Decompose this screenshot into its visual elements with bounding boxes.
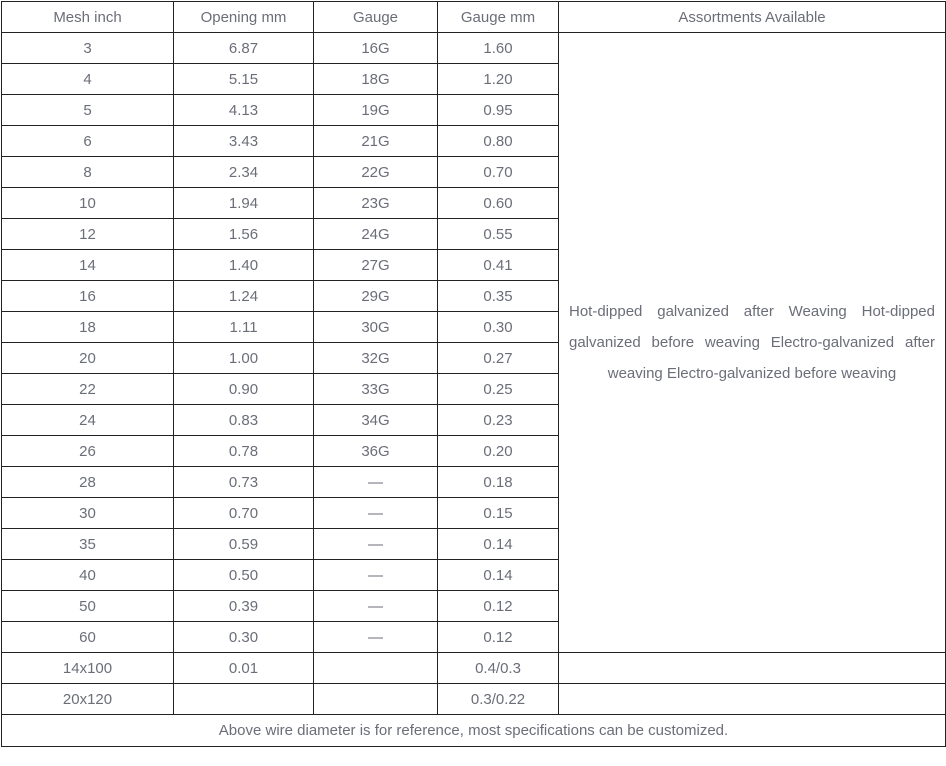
cell-gauge: — <box>314 498 438 529</box>
cell-gauge: 32G <box>314 343 438 374</box>
cell-opening-mm: 0.30 <box>174 622 314 653</box>
cell-gauge: 36G <box>314 436 438 467</box>
cell-gauge-mm: 0.20 <box>438 436 559 467</box>
cell-gauge: 23G <box>314 188 438 219</box>
cell-gauge: 18G <box>314 64 438 95</box>
cell-assortments <box>559 684 946 715</box>
cell-gauge-mm: 1.20 <box>438 64 559 95</box>
cell-gauge-mm: 0.80 <box>438 126 559 157</box>
assortments-cell: Hot-dipped galvanized after Weaving Hot-dipped galvanized before weaving Electro-galvanized after weaving Electro-galvanized before weaving <box>559 33 946 653</box>
cell-gauge: — <box>314 529 438 560</box>
cell-gauge-mm: 0.60 <box>438 188 559 219</box>
cell-gauge-mm: 0.27 <box>438 343 559 374</box>
cell-opening-mm: 0.01 <box>174 653 314 684</box>
cell-mesh-inch: 22 <box>2 374 174 405</box>
cell-mesh-inch: 5 <box>2 95 174 126</box>
cell-gauge: — <box>314 591 438 622</box>
cell-opening-mm: 2.34 <box>174 157 314 188</box>
cell-gauge-mm: 0.15 <box>438 498 559 529</box>
header-mesh-inch: Mesh inch <box>2 2 174 33</box>
cell-mesh-inch: 60 <box>2 622 174 653</box>
cell-gauge-mm: 0.12 <box>438 622 559 653</box>
cell-assortments <box>559 653 946 684</box>
table-body <box>2 33 946 747</box>
cell-opening-mm: 5.15 <box>174 64 314 95</box>
cell-opening-mm: 0.73 <box>174 467 314 498</box>
header-gauge-mm: Gauge mm <box>438 2 559 33</box>
cell-gauge-mm: 0.41 <box>438 250 559 281</box>
cell-gauge-mm: 0.18 <box>438 467 559 498</box>
cell-gauge: — <box>314 467 438 498</box>
cell-opening-mm: 1.00 <box>174 343 314 374</box>
cell-gauge: — <box>314 622 438 653</box>
cell-mesh-inch: 6 <box>2 126 174 157</box>
table-row <box>2 684 946 715</box>
cell-opening-mm: 0.78 <box>174 436 314 467</box>
cell-opening-mm: 1.24 <box>174 281 314 312</box>
header-opening-mm: Opening mm <box>174 2 314 33</box>
cell-gauge-mm: 0.23 <box>438 405 559 436</box>
table-row <box>2 33 946 64</box>
footer-note: Above wire diameter is for reference, most specifications can be customized. <box>2 715 946 747</box>
cell-mesh-inch: 3 <box>2 33 174 64</box>
cell-mesh-inch: 16 <box>2 281 174 312</box>
cell-gauge-mm: 1.60 <box>438 33 559 64</box>
cell-mesh-inch: 28 <box>2 467 174 498</box>
cell-mesh-inch: 18 <box>2 312 174 343</box>
cell-gauge-mm: 0.35 <box>438 281 559 312</box>
header-gauge: Gauge <box>314 2 438 33</box>
cell-gauge: 27G <box>314 250 438 281</box>
cell-gauge-mm: 0.14 <box>438 529 559 560</box>
cell-gauge: 21G <box>314 126 438 157</box>
cell-mesh-inch: 10 <box>2 188 174 219</box>
cell-opening-mm <box>174 684 314 715</box>
cell-opening-mm: 1.94 <box>174 188 314 219</box>
cell-mesh-inch: 14 <box>2 250 174 281</box>
cell-gauge-mm: 0.30 <box>438 312 559 343</box>
cell-gauge: 34G <box>314 405 438 436</box>
cell-mesh-inch: 24 <box>2 405 174 436</box>
cell-gauge-mm: 0.3/0.22 <box>438 684 559 715</box>
cell-gauge-mm: 0.12 <box>438 591 559 622</box>
cell-gauge-mm: 0.70 <box>438 157 559 188</box>
cell-gauge-mm: 0.25 <box>438 374 559 405</box>
cell-gauge: 19G <box>314 95 438 126</box>
cell-mesh-inch: 26 <box>2 436 174 467</box>
footer-row <box>2 715 946 747</box>
cell-gauge-mm: 0.95 <box>438 95 559 126</box>
header-assortments: Assortments Available <box>559 2 946 33</box>
cell-opening-mm: 0.39 <box>174 591 314 622</box>
cell-mesh-inch: 20 <box>2 343 174 374</box>
cell-opening-mm: 0.50 <box>174 560 314 591</box>
cell-opening-mm: 1.56 <box>174 219 314 250</box>
cell-gauge: 16G <box>314 33 438 64</box>
cell-gauge <box>314 653 438 684</box>
cell-opening-mm: 0.70 <box>174 498 314 529</box>
cell-mesh-inch: 8 <box>2 157 174 188</box>
cell-opening-mm: 4.13 <box>174 95 314 126</box>
cell-mesh-inch: 12 <box>2 219 174 250</box>
wire-mesh-spec-table <box>1 1 946 747</box>
cell-mesh-inch: 50 <box>2 591 174 622</box>
cell-mesh-inch: 40 <box>2 560 174 591</box>
cell-gauge: 22G <box>314 157 438 188</box>
cell-mesh-inch: 14x100 <box>2 653 174 684</box>
table-row <box>2 653 946 684</box>
cell-mesh-inch: 35 <box>2 529 174 560</box>
cell-gauge: — <box>314 560 438 591</box>
cell-opening-mm: 0.59 <box>174 529 314 560</box>
cell-opening-mm: 3.43 <box>174 126 314 157</box>
cell-gauge: 30G <box>314 312 438 343</box>
cell-gauge: 24G <box>314 219 438 250</box>
cell-gauge: 29G <box>314 281 438 312</box>
cell-opening-mm: 6.87 <box>174 33 314 64</box>
cell-gauge <box>314 684 438 715</box>
cell-gauge-mm: 0.55 <box>438 219 559 250</box>
cell-gauge-mm: 0.14 <box>438 560 559 591</box>
cell-opening-mm: 0.90 <box>174 374 314 405</box>
cell-opening-mm: 1.11 <box>174 312 314 343</box>
header-row <box>2 2 946 33</box>
cell-gauge-mm: 0.4/0.3 <box>438 653 559 684</box>
cell-gauge: 33G <box>314 374 438 405</box>
cell-mesh-inch: 4 <box>2 64 174 95</box>
cell-opening-mm: 0.83 <box>174 405 314 436</box>
cell-mesh-inch: 20x120 <box>2 684 174 715</box>
cell-mesh-inch: 30 <box>2 498 174 529</box>
cell-opening-mm: 1.40 <box>174 250 314 281</box>
